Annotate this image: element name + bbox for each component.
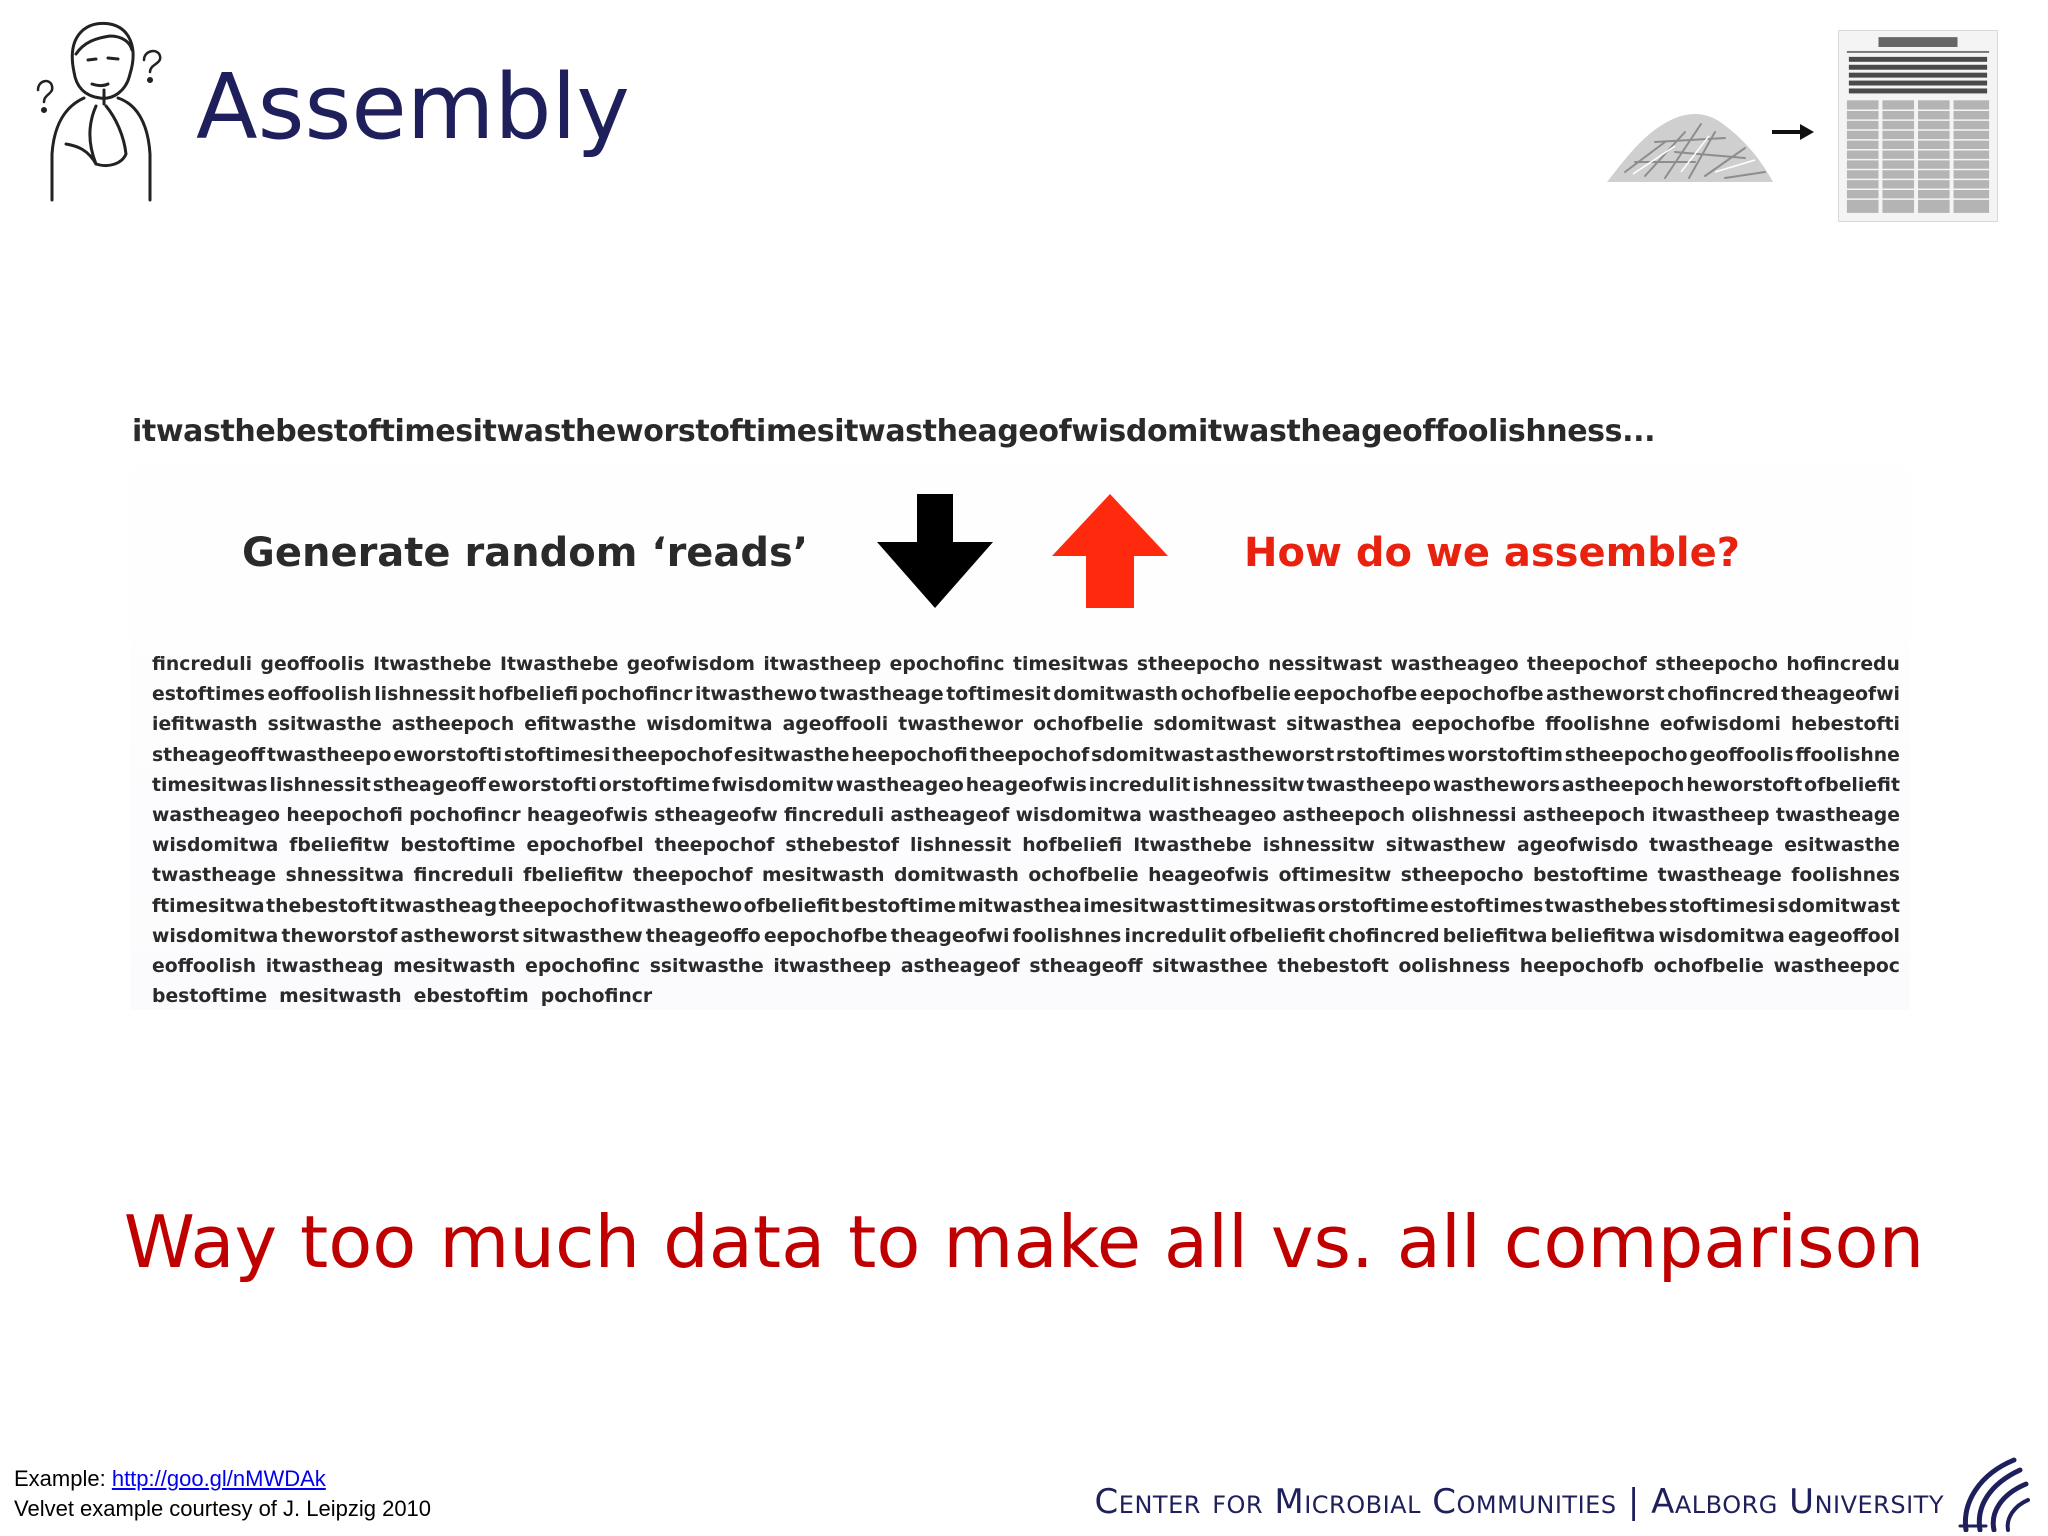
read-fragment: eageoffool [1787,925,1900,947]
read-fragment: twasthebes [1544,895,1668,917]
read-fragment: bestoftime [400,835,516,857]
read-fragment: incredulit [1088,774,1191,796]
read-fragment: heepochofi [851,744,968,766]
read-fragment: epochofinc [889,654,1005,675]
read-fragment: astheageof [900,956,1020,978]
read-fragment: sthebestof [785,835,900,857]
read-fragment: ebestoftim [413,986,529,1008]
read-fragment: eepochofbe [1293,684,1418,706]
read-fragment: mesitwasth [279,986,402,1008]
read-fragment: stoftimesi [1669,895,1776,917]
read-fragment: fincreduli [784,805,885,827]
generate-reads-label: Generate random ‘reads’ [242,530,809,576]
read-fragment: heageofwis [1148,865,1270,887]
read-fragment: stheageoff [1029,956,1143,978]
reads-line [152,861,1900,891]
read-fragment: eepochofbe [1411,714,1536,736]
read-fragment: wastheageo [1390,654,1519,675]
read-fragment: esitwasthe [733,744,850,766]
read-fragment: twastheage [1649,835,1774,857]
read-fragment: sdomitwast [1091,744,1214,766]
right-arrow-icon [1770,120,1816,144]
reads-line [152,771,1900,801]
read-fragment: eofwisdomi [1659,714,1781,736]
read-fragment: Itwasthebe [1133,835,1252,857]
read-fragment: stheageoff [372,774,487,796]
read-fragment: sitwasthew [1385,835,1507,857]
example-credit [14,1466,326,1492]
read-fragment: eoffoolish [152,956,257,978]
read-fragment: ageofwisdo [1516,835,1639,857]
read-fragment: orstoftime [1317,895,1429,917]
read-fragment: pochofincr [580,684,693,706]
read-fragment: itwasthewo [694,684,817,706]
read-fragment: twastheage [819,684,944,706]
read-fragment: ffoolishne [1795,744,1900,766]
read-fragment: astheepoch [1522,805,1646,827]
key-message: Way too much data to make all vs. all comparison [123,1200,1925,1284]
read-fragment: theepochof [969,744,1090,766]
aalborg-logo-icon [1956,1456,2030,1532]
read-fragment: chofincred [1328,925,1440,947]
read-fragment: wastheageo [1148,805,1277,827]
read-fragment: ofbeliefit [1804,774,1900,796]
read-fragment: stheageofw [654,805,778,827]
read-fragment: itwastheag [265,956,384,978]
read-fragment: wastheepoc [1773,956,1900,978]
read-fragment: astheageof [890,805,1010,827]
slide-title: Assembly [196,55,630,160]
read-fragment: bestoftime [152,986,268,1008]
read-fragment: estoftimes [152,684,265,706]
read-fragment: geoffoolis [1689,744,1794,766]
read-fragment: heepochofb [1519,956,1644,978]
read-fragment: itwastheep [763,654,882,675]
read-fragment: stheageoff [152,744,266,766]
read-fragment: imesitwast [1083,895,1199,917]
read-fragment: wastheageo [835,774,964,796]
read-fragment: oftimesitw [1278,865,1392,887]
read-fragment: wisdomitwa [152,835,279,857]
reads-line [152,952,1900,982]
read-fragment: timesitwas [1200,895,1316,917]
read-fragment: beliefitwa [1550,925,1656,947]
read-fragment: bestoftime [840,895,957,917]
read-fragment: theepochof [1527,654,1647,675]
read-fragment: estoftimes [1430,895,1544,917]
read-fragment: rstoftimes [1336,744,1446,766]
read-fragment: stheepocho [1400,865,1524,887]
read-fragment: fincreduli [413,865,514,887]
read-fragment: ochofbelie [1653,956,1764,978]
read-fragment: twasthewor [898,714,1024,736]
read-fragment: astheworst [1546,684,1665,706]
read-fragment: heworstoft [1686,774,1803,796]
read-fragment: eoffoolish [267,684,372,706]
example-link[interactable]: http://goo.gl/nMWDAk [111,1466,326,1491]
read-fragment: wastheageo [152,805,281,827]
read-fragment: heageofwis [526,805,648,827]
read-fragment: ageoffooli [782,714,889,736]
read-fragment: theageofwi [1781,684,1900,706]
read-fragment: esitwasthe [1784,835,1900,857]
reads-line [152,831,1900,861]
read-fragment: theworstof [281,925,398,947]
read-fragment: astheepoch [1561,774,1685,796]
read-fragment: mesitwasth [762,865,885,887]
shredded-paper-icon [1605,102,1775,184]
read-fragment: hofbeliefi [1022,835,1123,857]
read-fragment: chofincred [1667,684,1779,706]
read-fragment: itwastheep [773,956,892,978]
reads-line [152,801,1900,831]
read-fragment: foolishnes [1791,865,1900,887]
reads-line [152,982,1900,1012]
read-fragment: theepochof [498,895,619,917]
assembly-figure [130,410,1910,1010]
read-fragment: theepochof [654,835,775,857]
read-fragment: lishnessit [909,835,1012,857]
read-fragment: stoftimesi [503,744,611,766]
read-fragment: ssitwasthe [267,714,382,736]
read-fragment: orstoftime [598,774,710,796]
read-fragment: nessitwast [1268,654,1383,675]
read-fragment: sitwasthea [1286,714,1402,736]
read-fragment: geofwisdom [626,654,755,675]
read-fragment: bestoftime [1533,865,1649,887]
read-fragment: epochofinc [525,956,641,978]
read-fragment: fbeliefitw [523,865,624,887]
read-fragment: sdomitwast [1777,895,1900,917]
random-reads-block [152,650,1900,1012]
read-fragment: domitwasth [893,865,1019,887]
read-fragment: olishnessi [1411,805,1517,827]
read-fragment: shnessitwa [285,865,405,887]
read-fragment: astheworst [1215,744,1335,766]
example-prefix: Example: [14,1466,112,1491]
read-fragment: hofincredu [1786,654,1900,675]
read-fragment: eworstofti [488,774,597,796]
read-fragment: twastheepo [267,744,392,766]
read-fragment: twastheage [1657,865,1782,887]
read-fragment: thebestoft [1277,956,1389,978]
read-fragment: toftimesit [946,684,1051,706]
read-fragment: heageofwis [965,774,1087,796]
read-fragment: eworstofti [393,744,503,766]
source-sequence: itwasthebestoftimesitwastheworstoftimesitwastheageofwisdomitwastheageoffoolishness... [132,414,1656,449]
reads-line [152,710,1900,740]
read-fragment: hofbeliefi [478,684,579,706]
read-fragment: theepochof [612,744,733,766]
read-fragment: fwisdomitw [711,774,834,796]
read-fragment: twastheepo [1306,774,1431,796]
read-fragment: astheepoch [391,714,515,736]
read-fragment: domitwasth [1053,684,1179,706]
thinking-person-icon [26,14,176,204]
read-fragment: wisdomitwa [1015,805,1142,827]
read-fragment: oolishness [1398,956,1511,978]
read-fragment: wasthewors [1432,774,1560,796]
read-fragment: stheepocho [1136,654,1260,675]
read-fragment: epochofbel [526,835,644,857]
read-fragment: heepochofi [286,805,403,827]
read-fragment: timesitwas [1012,654,1129,675]
read-fragment: incredulit [1124,925,1227,947]
read-fragment: itwasthewo [620,895,742,917]
read-fragment: Itwasthebe [499,654,619,675]
read-fragment: sdomitwast [1153,714,1277,736]
read-fragment: itwastheep [1651,805,1770,827]
read-fragment: theageoffo [645,925,761,947]
velvet-credit: Velvet example courtesy of J. Leipzig 2010 [14,1496,432,1521]
read-fragment: foolishnes [1012,925,1122,947]
read-fragment: itwastheag [379,895,498,917]
read-fragment: twastheage [152,865,277,887]
read-fragment: twastheage [1775,805,1900,827]
read-fragment: beliefitwa [1442,925,1548,947]
read-fragment: ffoolishne [1545,714,1650,736]
read-fragment: eepochofbe [763,925,888,947]
read-fragment: ftimesitwa [152,895,265,917]
reads-line [152,650,1900,680]
read-fragment: pochofincr [540,986,653,1008]
read-fragment: efitwasthe [524,714,637,736]
read-fragment: hebestofti [1791,714,1900,736]
read-fragment: wisdomitwa [152,925,279,947]
read-fragment: stheepocho [1655,654,1778,675]
read-fragment: wisdomitwa [1658,925,1785,947]
read-fragment: mitwasthea [957,895,1082,917]
read-fragment: thebestoft [266,895,378,917]
read-fragment: iefitwasth [152,714,258,736]
read-fragment: ochofbelie [1180,684,1292,706]
read-fragment: ishnessitw [1192,774,1305,796]
read-fragment: theageofwi [890,925,1010,947]
read-fragment: worstoftim [1447,744,1563,766]
read-fragment: astheepoch [1282,805,1406,827]
read-fragment: ochofbelie [1028,865,1139,887]
up-arrow-icon [1050,494,1170,610]
down-arrow-icon [875,494,995,610]
read-fragment: sitwasthew [522,925,643,947]
read-fragment: geoffoolis [260,654,365,675]
read-fragment: lishnessit [269,774,371,796]
read-fragment: ofbeliefit [743,895,840,917]
read-fragment: timesitwas [152,774,268,796]
read-fragment: sitwasthee [1152,956,1268,978]
read-fragment: fbeliefitw [289,835,390,857]
read-fragment: ochofbelie [1033,714,1144,736]
read-fragment: eepochofbe [1419,684,1544,706]
read-fragment: pochofincr [409,805,521,827]
read-fragment: ssitwasthe [649,956,764,978]
read-fragment: astheworst [400,925,520,947]
read-fragment: Itwasthebe [373,654,492,675]
reads-line [152,680,1900,710]
read-fragment: ofbeliefit [1229,925,1326,947]
read-fragment: wisdomitwa [646,714,773,736]
read-fragment: fincreduli [152,654,253,675]
reads-line [152,892,1900,922]
reads-line [152,922,1900,952]
read-fragment: ishnessitw [1262,835,1375,857]
institution-footer: Center for Microbial Communities | Aalborg University [1094,1482,1944,1522]
reads-line [152,741,1900,771]
newspaper-icon [1838,30,1998,222]
read-fragment: mesitwasth [393,956,516,978]
read-fragment: stheepocho [1564,744,1688,766]
assemble-question-label: How do we assemble? [1244,530,1740,576]
read-fragment: theepochof [632,865,753,887]
read-fragment: lishnessit [374,684,476,706]
